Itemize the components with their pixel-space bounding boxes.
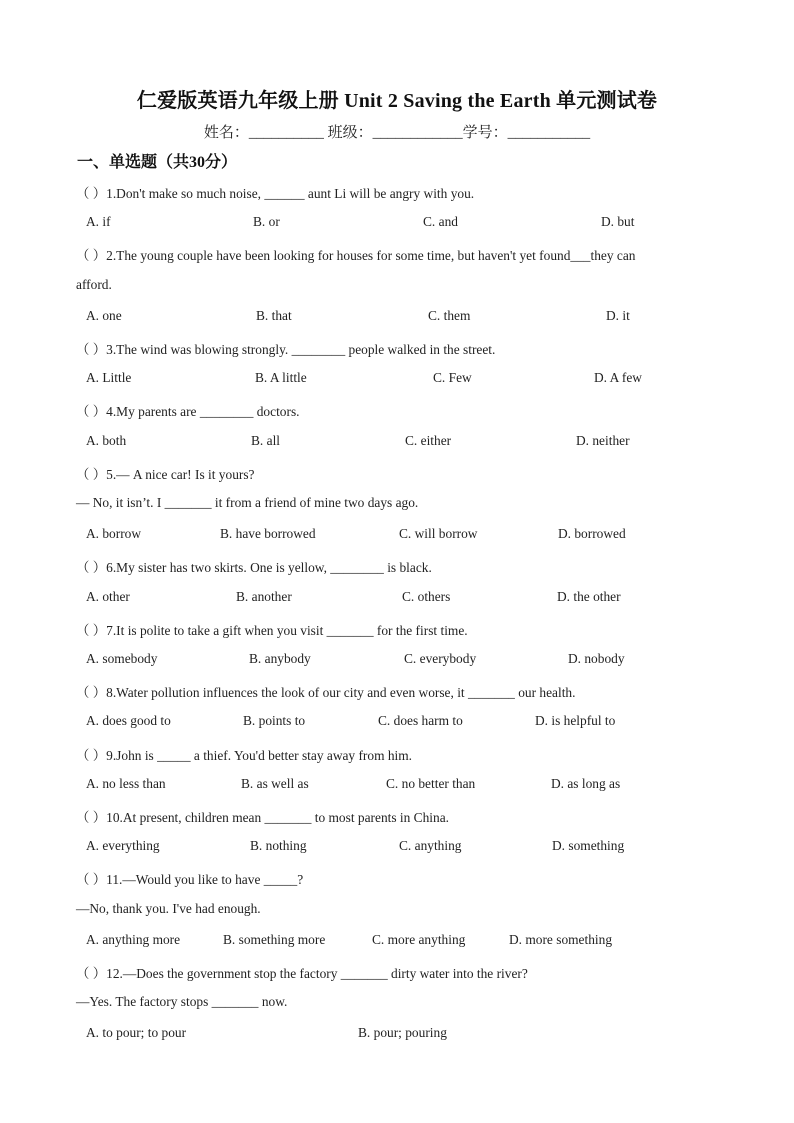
- option-d: D. as long as: [551, 776, 621, 791]
- option-c: C. and: [423, 214, 458, 229]
- option-a: A. somebody: [86, 651, 158, 666]
- option-a: A. both: [86, 433, 127, 448]
- question-stem-continued: —No, thank you. I've had enough.: [76, 901, 261, 916]
- option-a: A. Little: [86, 370, 132, 385]
- option-a: A. anything more: [86, 932, 181, 947]
- question-stem: （ ）2.The young couple have been looking for houses for some time, but haven't yet found___they can: [76, 248, 636, 263]
- option-b: B. another: [236, 589, 292, 604]
- option-a: A. borrow: [86, 526, 142, 541]
- option-c: C. anything: [399, 838, 462, 853]
- question-stem: （ ）1.Don't make so much noise, ______ aunt Li will be angry with you.: [76, 186, 475, 201]
- question-stem: （ ）5.— A nice car! Is it yours?: [76, 467, 255, 482]
- option-c: C. Few: [433, 370, 472, 385]
- option-a: A. does good to: [86, 713, 171, 728]
- question-stem: （ ）3.The wind was blowing strongly. ________ people walked in the street.: [76, 342, 496, 357]
- option-d: D. but: [601, 214, 635, 229]
- option-a: A. everything: [86, 838, 160, 853]
- option-b: B. or: [253, 214, 280, 229]
- option-d: D. borrowed: [558, 526, 626, 541]
- option-a: A. to pour; to pour: [86, 1025, 187, 1040]
- option-c: C. does harm to: [378, 713, 463, 728]
- option-d: D. the other: [557, 589, 621, 604]
- question-stem: （ ）8.Water pollution influences the look of our city and even worse, it _______ our health.: [76, 685, 576, 700]
- option-b: B. something more: [223, 932, 326, 947]
- option-b: B. pour; pouring: [358, 1025, 447, 1040]
- option-b: B. that: [256, 308, 292, 323]
- question-stem: （ ）11.—Would you like to have _____?: [76, 872, 304, 887]
- option-d: D. more something: [509, 932, 613, 947]
- option-a: A. one: [86, 308, 122, 323]
- question-stem: （ ）4.My parents are ________ doctors.: [76, 404, 300, 419]
- option-d: D. neither: [576, 433, 630, 448]
- section-heading: 一、单选题（共30分）: [77, 154, 238, 171]
- option-a: A. other: [86, 589, 130, 604]
- question-stem-continued: afford.: [76, 277, 112, 292]
- option-d: D. is helpful to: [535, 713, 616, 728]
- option-d: D. A few: [594, 370, 642, 385]
- option-a: A. if: [86, 214, 111, 229]
- option-d: D. it: [606, 308, 630, 323]
- option-c: C. either: [405, 433, 452, 448]
- question-stem: （ ）7.It is polite to take a gift when you visit _______ for the first time.: [76, 623, 468, 638]
- option-c: C. everybody: [404, 651, 477, 666]
- option-c: C. will borrow: [399, 526, 478, 541]
- page-title: 仁爱版英语九年级上册 Unit 2 Saving the Earth 单元测试卷: [136, 90, 658, 112]
- option-c: C. them: [428, 308, 471, 323]
- option-b: B. have borrowed: [220, 526, 316, 541]
- option-b: B. all: [251, 433, 281, 448]
- option-b: B. anybody: [249, 651, 311, 666]
- option-c: C. no better than: [386, 776, 476, 791]
- question-stem-continued: —Yes. The factory stops _______ now.: [76, 994, 288, 1009]
- option-b: B. points to: [243, 713, 306, 728]
- student-info-line: 姓名：__________ 班级：____________学号：___________: [203, 125, 591, 141]
- question-stem: （ ）12.—Does the government stop the factory _______ dirty water into the river?: [76, 966, 528, 981]
- question-stem-continued: — No, it isn’t. I _______ it from a friend of mine two days ago.: [76, 495, 419, 510]
- option-b: B. as well as: [241, 776, 309, 791]
- option-a: A. no less than: [86, 776, 166, 791]
- question-stem: （ ）9.John is _____ a thief. You'd better stay away from him.: [76, 748, 413, 763]
- option-d: D. something: [552, 838, 625, 853]
- option-d: D. nobody: [568, 651, 625, 666]
- option-b: B. A little: [255, 370, 307, 385]
- question-stem: （ ）10.At present, children mean _______ to most parents in China.: [76, 810, 450, 825]
- question-stem: （ ）6.My sister has two skirts. One is yellow, ________ is black.: [76, 560, 432, 575]
- option-c: C. others: [402, 589, 451, 604]
- option-b: B. nothing: [250, 838, 307, 853]
- option-c: C. more anything: [372, 932, 466, 947]
